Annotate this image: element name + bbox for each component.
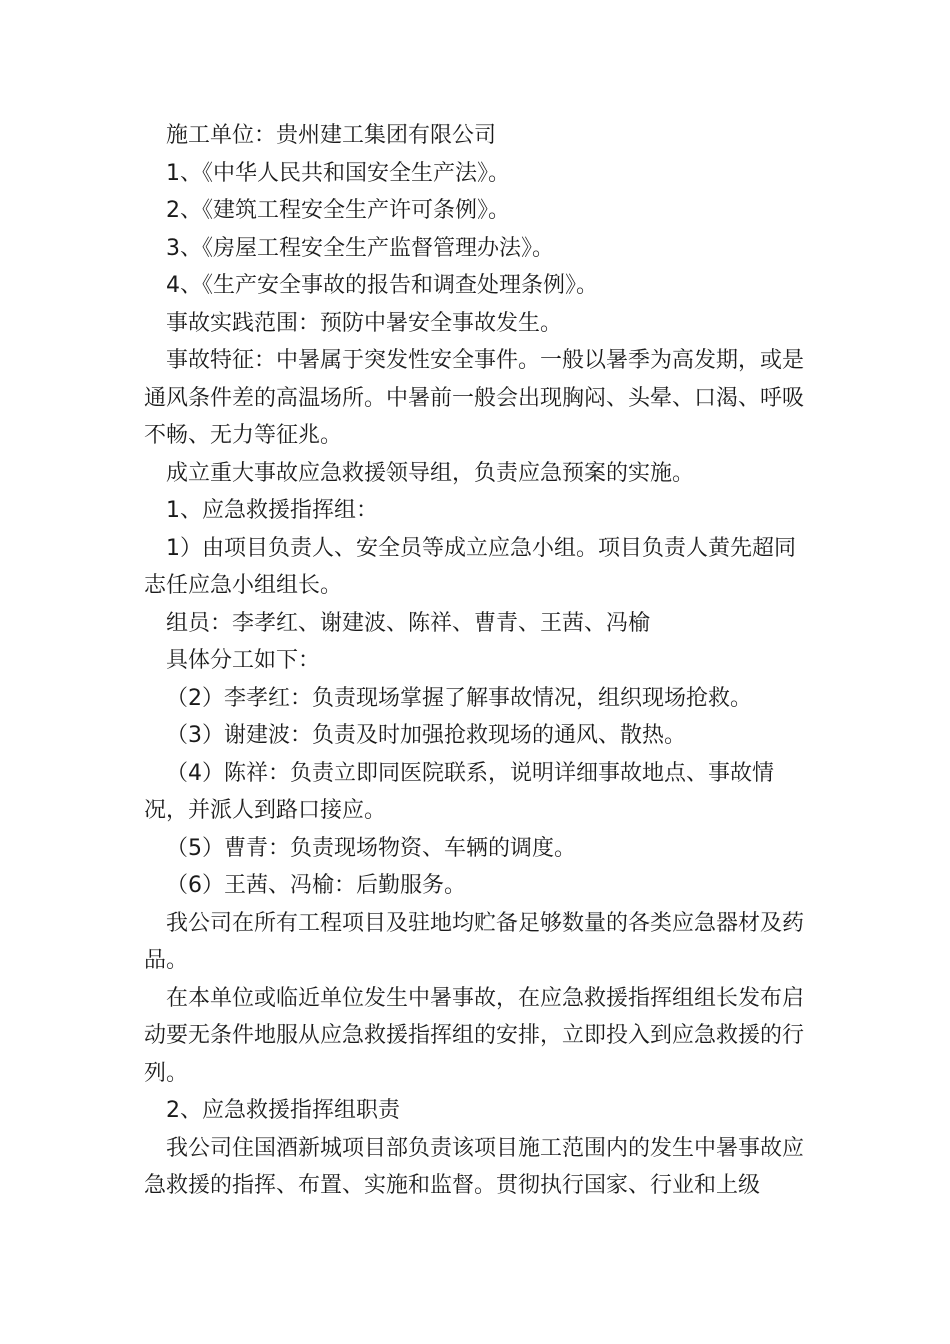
paragraph-law-2: 2、《建筑工程安全生产许可条例》。 <box>166 198 510 223</box>
paragraph-command-group-heading: 1、应急救援指挥组： <box>166 498 378 523</box>
paragraph-scope: 事故实践范围：预防中暑安全事故发生。 <box>166 310 563 336</box>
paragraph-members: 组员：李孝红、谢建波、陈祥、曹青、王茜、冯榆 <box>166 610 651 636</box>
paragraph-characteristics: 事故特征：中暑属于突发性安全事件。一般以暑季为高发期，或是通风条件差的高温场所。中暑前一般会出现胸闷、头晕、口渴、呼吸不畅、无力等征兆。 <box>144 348 805 448</box>
paragraph-division-heading: 具体分工如下： <box>166 648 321 673</box>
paragraph-equipment: 我公司在所有工程项目及驻地均贮备足够数量的各类应急器材及药品。 <box>144 910 805 973</box>
paragraph-duty-2: （2）李孝红：负责现场掌握了解事故情况，组织现场抢救。 <box>166 685 752 711</box>
paragraph-duty-6: （6）王茜、冯榆：后勤服务。 <box>166 873 466 898</box>
paragraph-law-4: 4、《生产安全事故的报告和调查处理条例》。 <box>166 273 598 298</box>
paragraph-responsibilities-heading: 2、应急救援指挥组职责 <box>166 1098 400 1123</box>
paragraph-response: 在本单位或临近单位发生中暑事故，在应急救援指挥组组长发布启动要无条件地服从应急救援指挥组的安排，立即投入到应急救援的行列。 <box>144 985 805 1086</box>
document-body <box>144 117 816 1205</box>
paragraph-team-leader: 1）由项目负责人、安全员等成立应急小组。项目负责人黄先超同志任应急小组组长。 <box>144 535 796 598</box>
paragraph-leadership-group: 成立重大事故应急救援领导组，负责应急预案的实施。 <box>166 460 695 486</box>
paragraph-duty-4: （4）陈祥：负责立即同医院联系，说明详细事故地点、事故情况，并派人到路口接应。 <box>144 760 774 823</box>
paragraph-duty-5: （5）曹青：负责现场物资、车辆的调度。 <box>166 835 576 861</box>
paragraph-construction-unit: 施工单位：贵州建工集团有限公司 <box>166 123 497 148</box>
paragraph-duty-3: （3）谢建波：负责及时加强抢救现场的通风、散热。 <box>166 723 686 748</box>
paragraph-responsibilities: 我公司住国酒新城项目部负责该项目施工范围内的发生中暑事故应急救援的指挥、布置、实施和监督。贯彻执行国家、行业和上级 <box>144 1135 805 1198</box>
paragraph-law-3: 3、《房屋工程安全生产监督管理办法》。 <box>166 235 554 261</box>
paragraph-law-1: 1、《中华人民共和国安全生产法》。 <box>166 160 510 186</box>
